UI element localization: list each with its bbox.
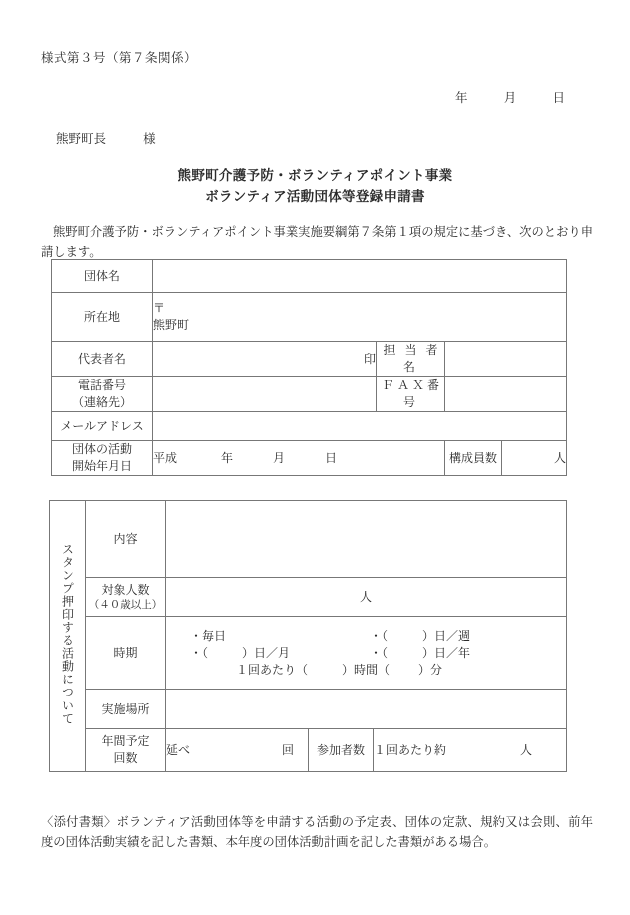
activity-vertical-label-text: スタンプ押印する活動について [60,542,75,725]
period-per-year-option[interactable] [370,645,470,662]
address-label: 所在地 [52,293,153,342]
content-input[interactable] [166,501,567,578]
activity-table [49,500,567,772]
members-input[interactable] [502,441,567,476]
target-count-label-line2: （４０歳以上） [88,599,163,611]
start-date-label-line2: 開始年月日 [71,459,132,473]
period-per-year-suffix: ）日／年 [422,645,471,660]
period-row-1 [166,628,566,645]
phone-label-line1: 電話番号 [77,378,126,392]
period-each-hours-label: ）時間（ [342,662,391,677]
table-row [52,342,567,377]
period-per-month-suffix: ）日／月 [242,645,291,660]
table-row [52,441,567,476]
target-count-input[interactable] [166,578,567,617]
target-count-label [86,578,166,617]
period-row-3 [166,662,566,679]
place-label: 実施場所 [86,690,166,729]
period-input[interactable] [166,617,567,690]
applicant-table [51,259,567,476]
addressee-recipient: 熊野町長 [56,132,107,146]
date-day-label: 日 [552,91,566,105]
period-per-week-suffix: ）日／週 [422,628,471,643]
activity-vertical-label [50,501,86,772]
seal-mark: 印 [363,351,376,366]
table-row [50,729,567,772]
fax-label: ＦＡＸ番号 [377,377,445,412]
table-row [50,501,567,578]
date-year-label: 年 [455,91,468,105]
period-label: 時期 [86,617,166,690]
addressee [56,129,156,147]
addressee-honorific: 様 [143,132,156,146]
participants-input[interactable] [374,729,567,772]
contact-person-label: 担 当 者 名 [377,342,445,377]
form-code: 様式第３号（第７条関係） [41,51,198,65]
intro-paragraph: 熊野町介護予防・ボランティアポイント事業実施要綱第７条第１項の規定に基づき、次のとおり申請します。 [41,225,593,259]
start-date-month-label: 月 [273,450,286,465]
start-date-year-label: 年 [221,450,234,465]
attachment-footnote: 〈添付書類〉ボランティア活動団体等を申請する活動の予定表、団体の定款、規約又は会則、前年度の団体活動実績を記した書類、本年度の団体活動計画を記した書類がある場合。 [41,815,593,849]
phone-label [52,377,153,412]
contact-person-input[interactable] [445,342,567,377]
table-row [50,690,567,729]
table-row [52,412,567,441]
annual-count-label-line1: 年間予定 [101,734,150,748]
annual-count-label-line2: 回数 [113,751,138,765]
representative-input[interactable] [153,342,377,377]
start-date-era: 平成 [153,450,178,465]
page-title [0,165,630,207]
page-title-line1: 熊野町介護予防・ボランティアポイント事業 [177,168,453,183]
annual-total-unit: 回 [282,742,295,757]
period-each-prefix: １回あたり（ [236,662,309,677]
start-date-day-label: 日 [325,450,338,465]
members-label: 構成員数 [445,441,502,476]
start-date-input[interactable] [153,441,445,476]
start-date-label [52,441,153,476]
phone-label-line2: （連絡先） [71,395,132,409]
page-title-line2: ボランティア活動団体等登録申請書 [205,189,425,204]
table-row [50,617,567,690]
representative-label: 代表者名 [52,342,153,377]
table-row [50,578,567,617]
participants-label: 参加者数 [309,729,374,772]
group-name-input[interactable] [153,260,567,293]
target-count-label-line1: 対象人数 [101,582,150,597]
address-input[interactable] [153,293,567,342]
period-per-month-prefix: ・（ [190,645,209,660]
place-input[interactable] [166,690,567,729]
postal-mark: 〒 [153,301,166,315]
fax-input[interactable] [445,377,567,412]
period-per-week-prefix: ・（ [370,628,389,643]
members-unit: 人 [554,450,567,465]
address-town: 熊野町 [153,318,190,332]
group-name-label: 団体名 [52,260,153,293]
start-date-label-line1: 団体の活動 [71,442,132,456]
period-each-minutes-label: ）分 [418,662,443,677]
target-count-unit: 人 [360,589,373,604]
table-row [52,377,567,412]
period-daily-option[interactable]: ・毎日 [190,628,227,643]
table-row [52,260,567,293]
table-row [52,293,567,342]
participants-prefix: １回あたり約 [374,742,447,757]
phone-input[interactable] [153,377,377,412]
annual-count-label [86,729,166,772]
content-label: 内容 [86,501,166,578]
period-per-year-prefix: ・（ [370,645,389,660]
annual-total-input[interactable] [166,729,309,772]
period-row-2 [166,645,566,662]
participants-unit: 人 [520,742,533,757]
date-month-label: 月 [503,91,517,105]
date-line [455,88,565,106]
period-per-month-option[interactable] [190,645,370,662]
period-per-week-option[interactable] [370,628,470,645]
email-label: メールアドレス [52,412,153,441]
email-input[interactable] [153,412,567,441]
annual-total-prefix: 延べ [166,742,191,757]
